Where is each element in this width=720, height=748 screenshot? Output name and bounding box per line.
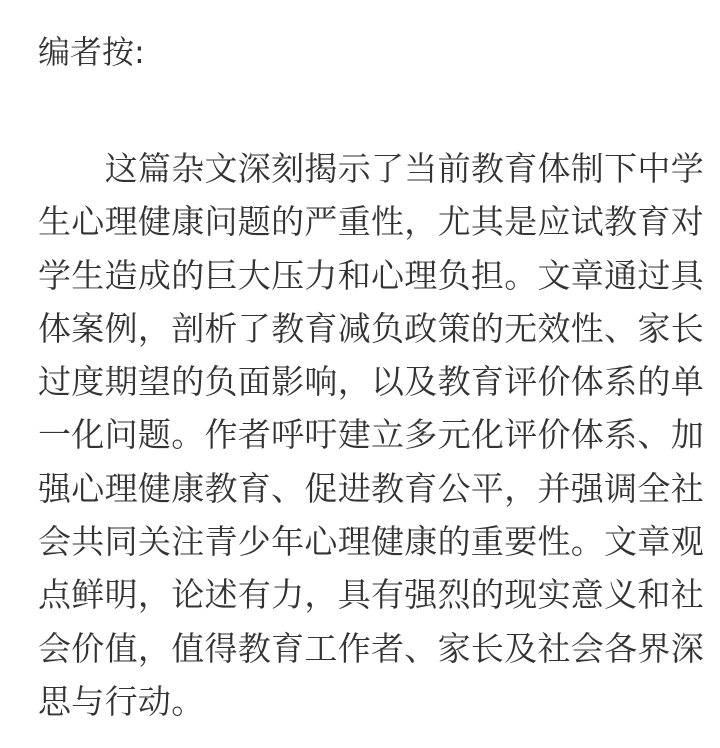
body-line: 强心理健康教育、促进教育公平，并强调全社: [38, 468, 704, 508]
body-line: 学生造成的巨大压力和心理负担。文章通过具: [38, 255, 704, 295]
body-line: 点鲜明，论述有力，具有强烈的现实意义和社: [38, 575, 704, 615]
body-line: 会价值，值得教育工作者、家长及社会各界深: [38, 628, 704, 668]
body-line: 一化问题。作者呼吁建立多元化评价体系、加: [38, 415, 704, 455]
editor-note-body: [38, 142, 704, 728]
editor-note-heading: 编者按:: [38, 33, 145, 71]
body-line: 生心理健康问题的严重性，尤其是应试教育对: [38, 202, 704, 242]
body-line: 思与行动。: [38, 681, 205, 721]
body-line: 会共同关注青少年心理健康的重要性。文章观: [38, 522, 704, 562]
body-line: 体案例，剖析了教育减负政策的无效性、家长: [38, 308, 704, 348]
body-line: 过度期望的负面影响，以及教育评价体系的单: [38, 362, 704, 402]
body-line: 这篇杂文深刻揭示了当前教育体制下中学: [38, 149, 704, 188]
